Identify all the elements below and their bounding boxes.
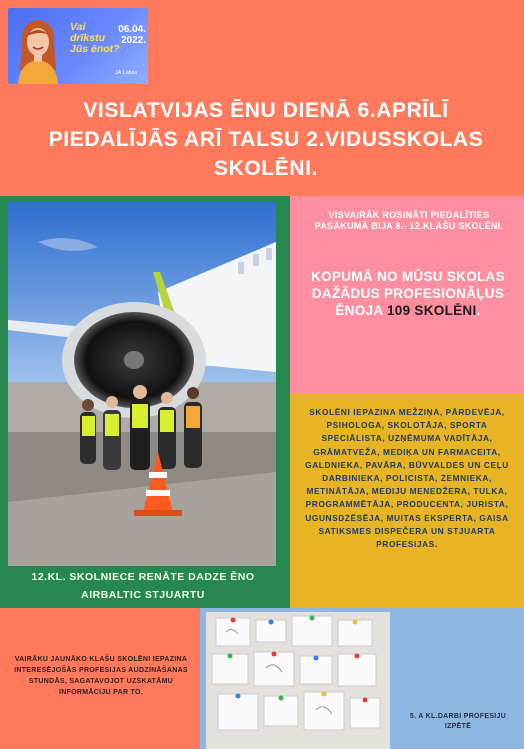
professions-block (290, 394, 524, 608)
airplane-photo (8, 202, 276, 566)
shadow-day-banner (8, 8, 148, 84)
younger-classes-block (0, 608, 200, 749)
participation-note: VISVAIRĀK ROSINĀTI PIEDALĪTIES PASĀKUMĀ BIJA 8.- 12.KLAŠU SKOLĒNI. (314, 210, 504, 231)
header-section (0, 0, 524, 196)
girl-illustration (12, 14, 64, 84)
summary-period: . (476, 303, 481, 318)
wall-posters (206, 612, 390, 749)
airplane-scene (8, 202, 276, 566)
class-works-caption: 5. A KL.DARBI PROFESIJU IZPĒTĒ (409, 713, 507, 730)
photo-section (0, 196, 290, 608)
page-title: VISLATVIJAS ĒNU DIENĀ 6.APRĪLĪ PIEDALĪJĀS ARĪ TALSU 2.VIDUSSKOLAS SKOLĒNI. (48, 99, 484, 180)
photo-caption: 12.KL. SKOLNIECE RENĀTE DADZE ĒNO AIRBALTIC STJUARTU (31, 571, 255, 601)
participation-summary (298, 268, 518, 319)
participation-summary-text: KOPUMĀ NO MŪSU SKOLAS DAŽĀDUS PROFESIONĀĻUS ĒNOJA (311, 269, 505, 318)
banner-logo: JA Latvia (115, 70, 138, 76)
participation-block (290, 196, 524, 394)
class-works-block (200, 608, 524, 749)
professions-list-text: SKOLĒNI IEPAZINA MEŽZIŅA, PĀRDEVĒJA, PSIHOLOGA, SKOLOTĀJA, SPORTA SPECIĀLISTA, UZŅĒMUMA VADĪTĀJA, GRĀMATVEŽA, MEDIĶA UN FARMACEITA, GALDNIEKA, PAVĀRA, BŪVVALDES UN CEĻU DARBINIEKA, POLICISTA, ZEMNIEKA, METINĀTĀJA, MEDIJU MENEDŽERA, TULKA, PROGRAMMĒTĀJA, PRODUCENTA, JURISTA, UGUNSDZĒSĒJA, MUITAS EKSPERTA, GAISA SATIKSMES DISPEČERA UN STJUARTA PROFESIJAS. (305, 407, 509, 550)
student-count: 109 SKOLĒNI (386, 303, 477, 318)
banner-question: Vai drīkstu Jūs ēnot? (70, 21, 120, 55)
banner-date: 06.04. 2022. (118, 24, 146, 46)
class-works-photo (206, 612, 390, 749)
younger-classes-text: VAIRĀKU JAUNĀKO KLAŠU SKOLĒNI IEPAZINA INTERESĒJOŠĀS PROFESIJAS AUDZINĀŠANAS STUNDĀS, SAGATAVOJOT UZSKATĀMU INFORMĀCIJU PAR TO. (14, 656, 188, 696)
